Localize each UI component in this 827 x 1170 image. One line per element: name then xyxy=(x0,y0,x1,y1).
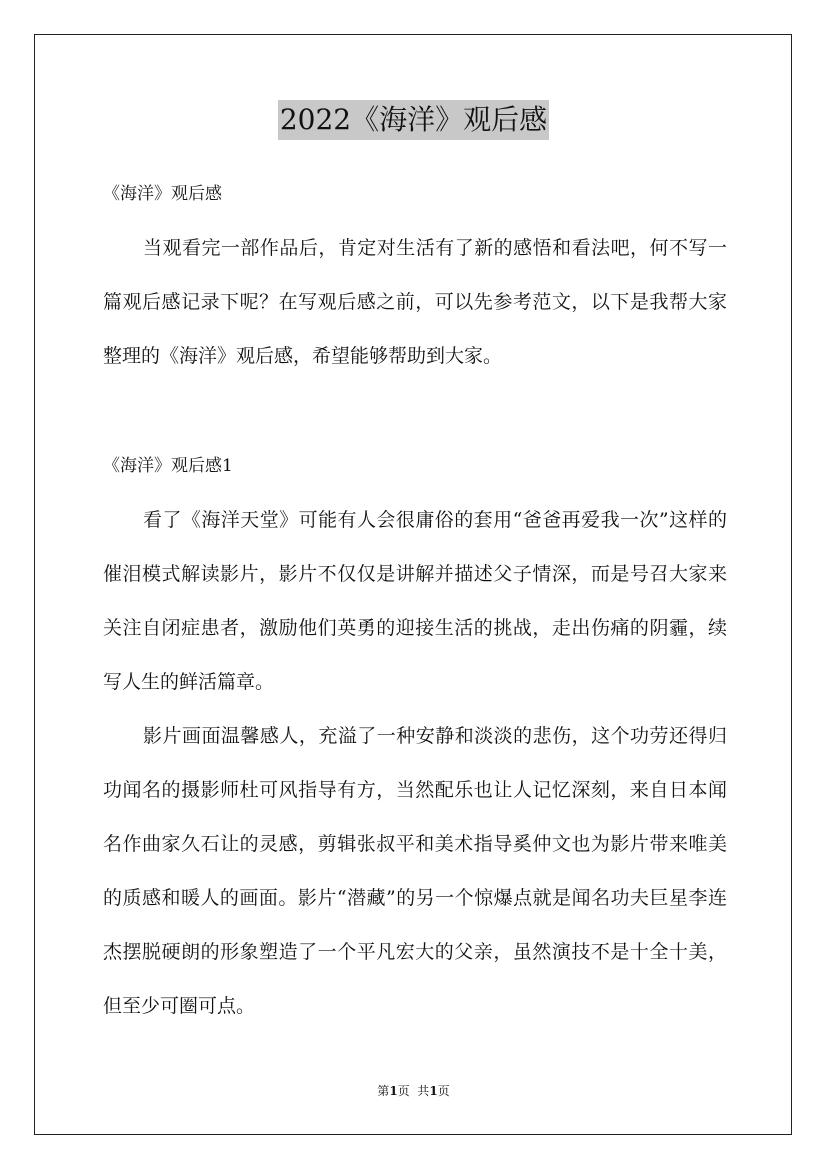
section-heading-1: 《海洋》观后感1 xyxy=(103,456,233,476)
section1-paragraph-2: 影片画面温馨感人，充溢了一种安静和淡淡的悲伤，这个功劳还得归功闻名的摄影师杜可风指导有方，当然配乐也让人记忆深刻，来自日本闻名作曲家久石让的灵感，剪辑张叔平和美术指导奚仲文也为影片带来唯美的质感和暖人的画面。影片“潜藏”的另一个惊爆点就是闻名功夫巨星李连杰摆脱硬朗的形象塑造了一个平凡宏大的父亲，虽然演技不是十全十美，但至少可圈可点。 xyxy=(103,725,727,1017)
intro-paragraph: 当观看完一部作品后，肯定对生活有了新的感悟和看法吧，何不写一篇观后感记录下呢？在写观后感之前，可以先参考范文，以下是我帮大家整理的《海洋》观后感，希望能够帮助到大家。 xyxy=(103,237,727,367)
footer-page-suffix: 页 xyxy=(437,1084,450,1098)
title-container xyxy=(0,100,827,140)
section1-paragraph-1: 看了《海洋天堂》可能有人会很庸俗的套用“爸爸再爱我一次”这样的催泪模式解读影片，影片不仅仅是讲解并描述父子情深，而是号召大家来关注自闭症患者，激励他们英勇的迎接生活的挑战，走出伤痛的阴霾，续写人生的鲜活篇章。 xyxy=(103,509,727,693)
footer-page-mid: 页 共 xyxy=(397,1084,430,1098)
footer-page-number: 1 xyxy=(389,1084,398,1098)
footer-page-prefix: 第 xyxy=(377,1084,390,1098)
footer-page-total: 1 xyxy=(429,1084,438,1098)
document-title: 2022《海洋》观后感 xyxy=(278,100,549,140)
page-footer xyxy=(0,1082,827,1100)
document-subtitle: 《海洋》观后感 xyxy=(103,184,222,204)
